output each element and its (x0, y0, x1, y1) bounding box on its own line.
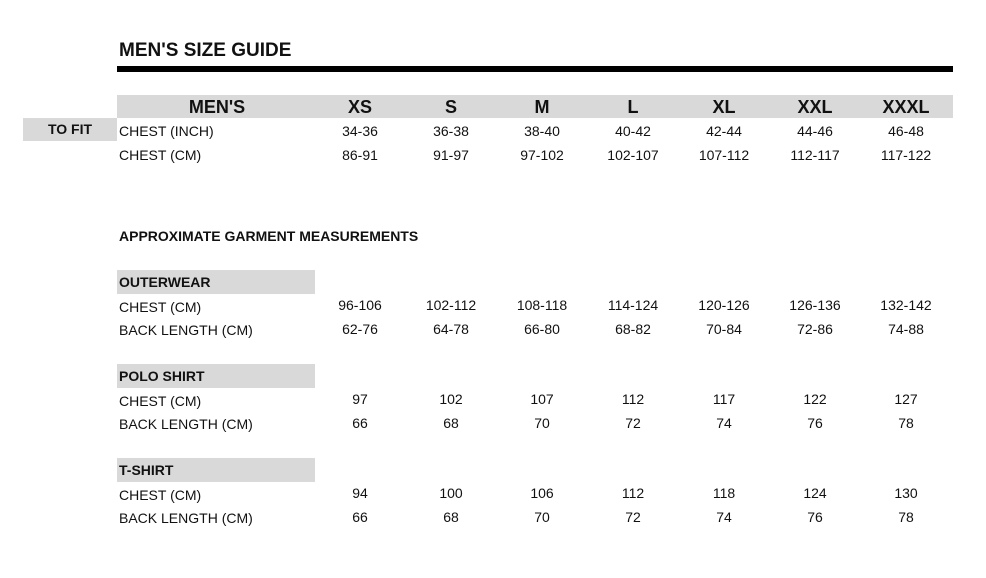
fit-cell: 40-42 (615, 123, 651, 139)
fit-cell: 36-38 (433, 123, 469, 139)
garment-cell: 127 (894, 391, 918, 407)
size-header-xl: XL (712, 97, 736, 117)
garment-row-label: BACK LENGTH (CM) (119, 510, 253, 526)
garment-cell: 132-142 (880, 297, 932, 313)
fit-cell: 117-122 (880, 147, 932, 163)
garment-cell: 126-136 (789, 297, 841, 313)
garment-cell: 106 (530, 485, 554, 501)
garment-title: T-SHIRT (119, 462, 174, 478)
garment-cell: 78 (898, 415, 914, 431)
garment-cell: 94 (352, 485, 368, 501)
garment-title: POLO SHIRT (119, 368, 205, 384)
garment-cell: 118 (712, 485, 736, 501)
garment-cell: 68 (443, 415, 459, 431)
garment-cell: 74 (716, 509, 732, 525)
fit-cell: 102-107 (607, 147, 659, 163)
fit-cell: 107-112 (698, 147, 750, 163)
fit-row-label: CHEST (CM) (119, 147, 202, 163)
garment-cell: 72 (625, 415, 641, 431)
header-mens-label: MEN'S (188, 97, 246, 117)
garment-cell: 70-84 (706, 321, 742, 337)
title-divider (117, 66, 953, 72)
garment-section-title: APPROXIMATE GARMENT MEASUREMENTS (119, 228, 419, 244)
garment-cell: 62-76 (342, 321, 378, 337)
garment-cell: 76 (807, 415, 823, 431)
garment-cell: 64-78 (433, 321, 469, 337)
fit-cell: 97-102 (520, 147, 564, 163)
garment-cell: 68 (443, 509, 459, 525)
garment-cell: 68-82 (615, 321, 651, 337)
garment-cell: 107 (530, 391, 554, 407)
garment-cell: 122 (803, 391, 827, 407)
garment-cell: 112 (621, 485, 645, 501)
size-header-s: S (444, 97, 457, 117)
page-title: MEN'S SIZE GUIDE (119, 40, 292, 61)
garment-row-label: BACK LENGTH (CM) (119, 416, 253, 432)
garment-cell: 72 (625, 509, 641, 525)
size-header-l: L (627, 97, 639, 117)
size-header-xs: XS (347, 97, 372, 117)
garment-cell: 74 (716, 415, 732, 431)
garment-cell: 97 (352, 391, 368, 407)
garment-cell: 96-106 (338, 297, 382, 313)
garment-cell: 72-86 (797, 321, 833, 337)
garment-cell: 102-112 (425, 297, 477, 313)
garment-cell: 66 (352, 415, 368, 431)
garment-cell: 100 (439, 485, 463, 501)
garment-row-label: CHEST (CM) (119, 393, 202, 409)
garment-row-label: BACK LENGTH (CM) (119, 322, 253, 338)
fit-cell: 112-117 (790, 147, 840, 163)
to-fit-label: TO FIT (47, 121, 93, 137)
fit-cell: 86-91 (342, 147, 378, 163)
fit-cell: 91-97 (433, 147, 469, 163)
garment-cell: 114-124 (607, 297, 659, 313)
garment-row-label: CHEST (CM) (119, 299, 202, 315)
fit-cell: 44-46 (797, 123, 833, 139)
garment-cell: 130 (894, 485, 918, 501)
fit-row-label: CHEST (INCH) (119, 123, 214, 139)
garment-row-label: CHEST (CM) (119, 487, 202, 503)
garment-cell: 78 (898, 509, 914, 525)
garment-cell: 66 (352, 509, 368, 525)
garment-title: OUTERWEAR (119, 274, 211, 290)
garment-cell: 117 (712, 391, 736, 407)
fit-cell: 34-36 (342, 123, 378, 139)
garment-cell: 70 (534, 415, 550, 431)
fit-cell: 38-40 (524, 123, 560, 139)
fit-cell: 46-48 (888, 123, 924, 139)
size-header-xxl: XXL (797, 97, 833, 117)
garment-cell: 102 (439, 391, 463, 407)
garment-cell: 74-88 (888, 321, 924, 337)
garment-cell: 70 (534, 509, 550, 525)
garment-cell: 108-118 (516, 297, 568, 313)
garment-cell: 66-80 (524, 321, 560, 337)
fit-cell: 42-44 (706, 123, 742, 139)
size-header-xxxl: XXXL (882, 97, 930, 117)
garment-cell: 120-126 (698, 297, 750, 313)
garment-cell: 76 (807, 509, 823, 525)
size-header-m: M (534, 97, 550, 117)
garment-cell: 112 (621, 391, 645, 407)
garment-cell: 124 (803, 485, 827, 501)
